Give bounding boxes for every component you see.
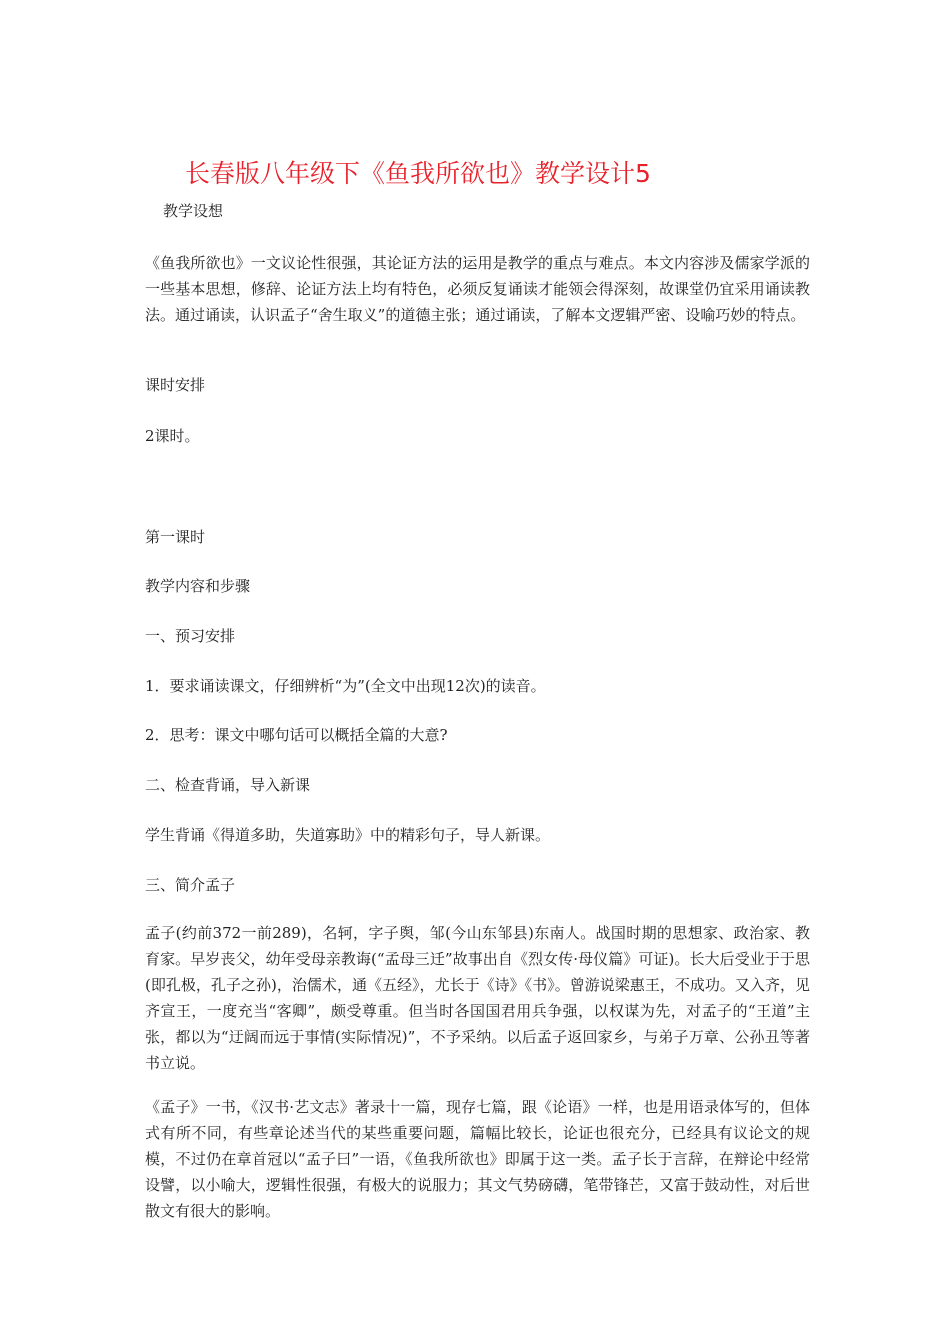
schedule-value: 2课时。 xyxy=(145,427,200,445)
steps-heading: 教学内容和步骤 xyxy=(145,577,251,595)
mencius-paragraph-2: 《孟子》一书，《汉书·艺文志》著录十一篇，现存七篇，跟《论语》一样，也是用语录体写的，但体式有所不同，有些章论述当代的某些重要问题，篇幅比较长，论证也很充分，已经具有议论文的规模，不过仍在章首冠以“孟子曰”一语，《鱼我所欲也》即属于这一类。孟子长于言辞，在辩论中经常设譬，以小喻大，逻辑性很强，有极大的说服力；其文气势磅礴，笔带锋芒，又富于鼓动性，对后世散文有很大的影响。 xyxy=(145,1098,810,1220)
mencius-paragraph-1: 孟子(约前372一前289)，名轲，字子舆，邹(今山东邹县)东南人。战国时期的思想家、政治家、教育家。早岁丧父，幼年受母亲教诲(“孟母三迁”故事出自《烈女传·母仪篇》可证)。长大后受业于于思(即孔极，孔子之孙)，治儒术，通《五经》，尤长于《诗》《书》。曾游说梁惠王，不成功。又入齐，见齐宣王，一度充当“客卿”，颇受尊重。但当时各国国君用兵争强，以权谋为先，对孟子的“王道”主张，都以为“迂阔而远于事情(实际情况)”，不予采纳。以后孟子返回家乡，与弟子万章、公孙丑等著书立说。 xyxy=(145,924,810,1072)
section2-heading: 二、检查背诵，导入新课 xyxy=(145,776,311,794)
lesson1-heading: 第一课时 xyxy=(145,528,206,546)
preview-item-2: 2．思考：课文中哪句话可以概括全篇的大意? xyxy=(145,726,448,744)
schedule-heading: 课时安排 xyxy=(145,376,206,394)
section3-heading: 三、简介孟子 xyxy=(145,876,236,894)
preview-item-1: 1．要求诵读课文，仔细辨析“为”(全文中出现12次)的读音。 xyxy=(145,677,546,695)
intro-paragraph: 《鱼我所欲也》一文议论性很强，其论证方法的运用是教学的重点与难点。本文内容涉及儒家学派的一些基本思想，修辞、论证方法上均有特色，必须反复诵读才能领会得深刻，故课堂仍宜采用诵读教法。通过诵读，认识孟子“舍生取义”的道德主张；通过诵读，了解本文逻辑严密、设喻巧妙的特点。 xyxy=(145,254,810,324)
document-title: 长春版八年级下《鱼我所欲也》教学设计5 xyxy=(185,159,651,188)
teaching-idea-heading: 教学设想 xyxy=(163,202,224,220)
section1-heading: 一、预习安排 xyxy=(145,627,236,645)
section2-text: 学生背诵《得道多助，失道寡助》中的精彩句子，导人新课。 xyxy=(145,826,551,844)
